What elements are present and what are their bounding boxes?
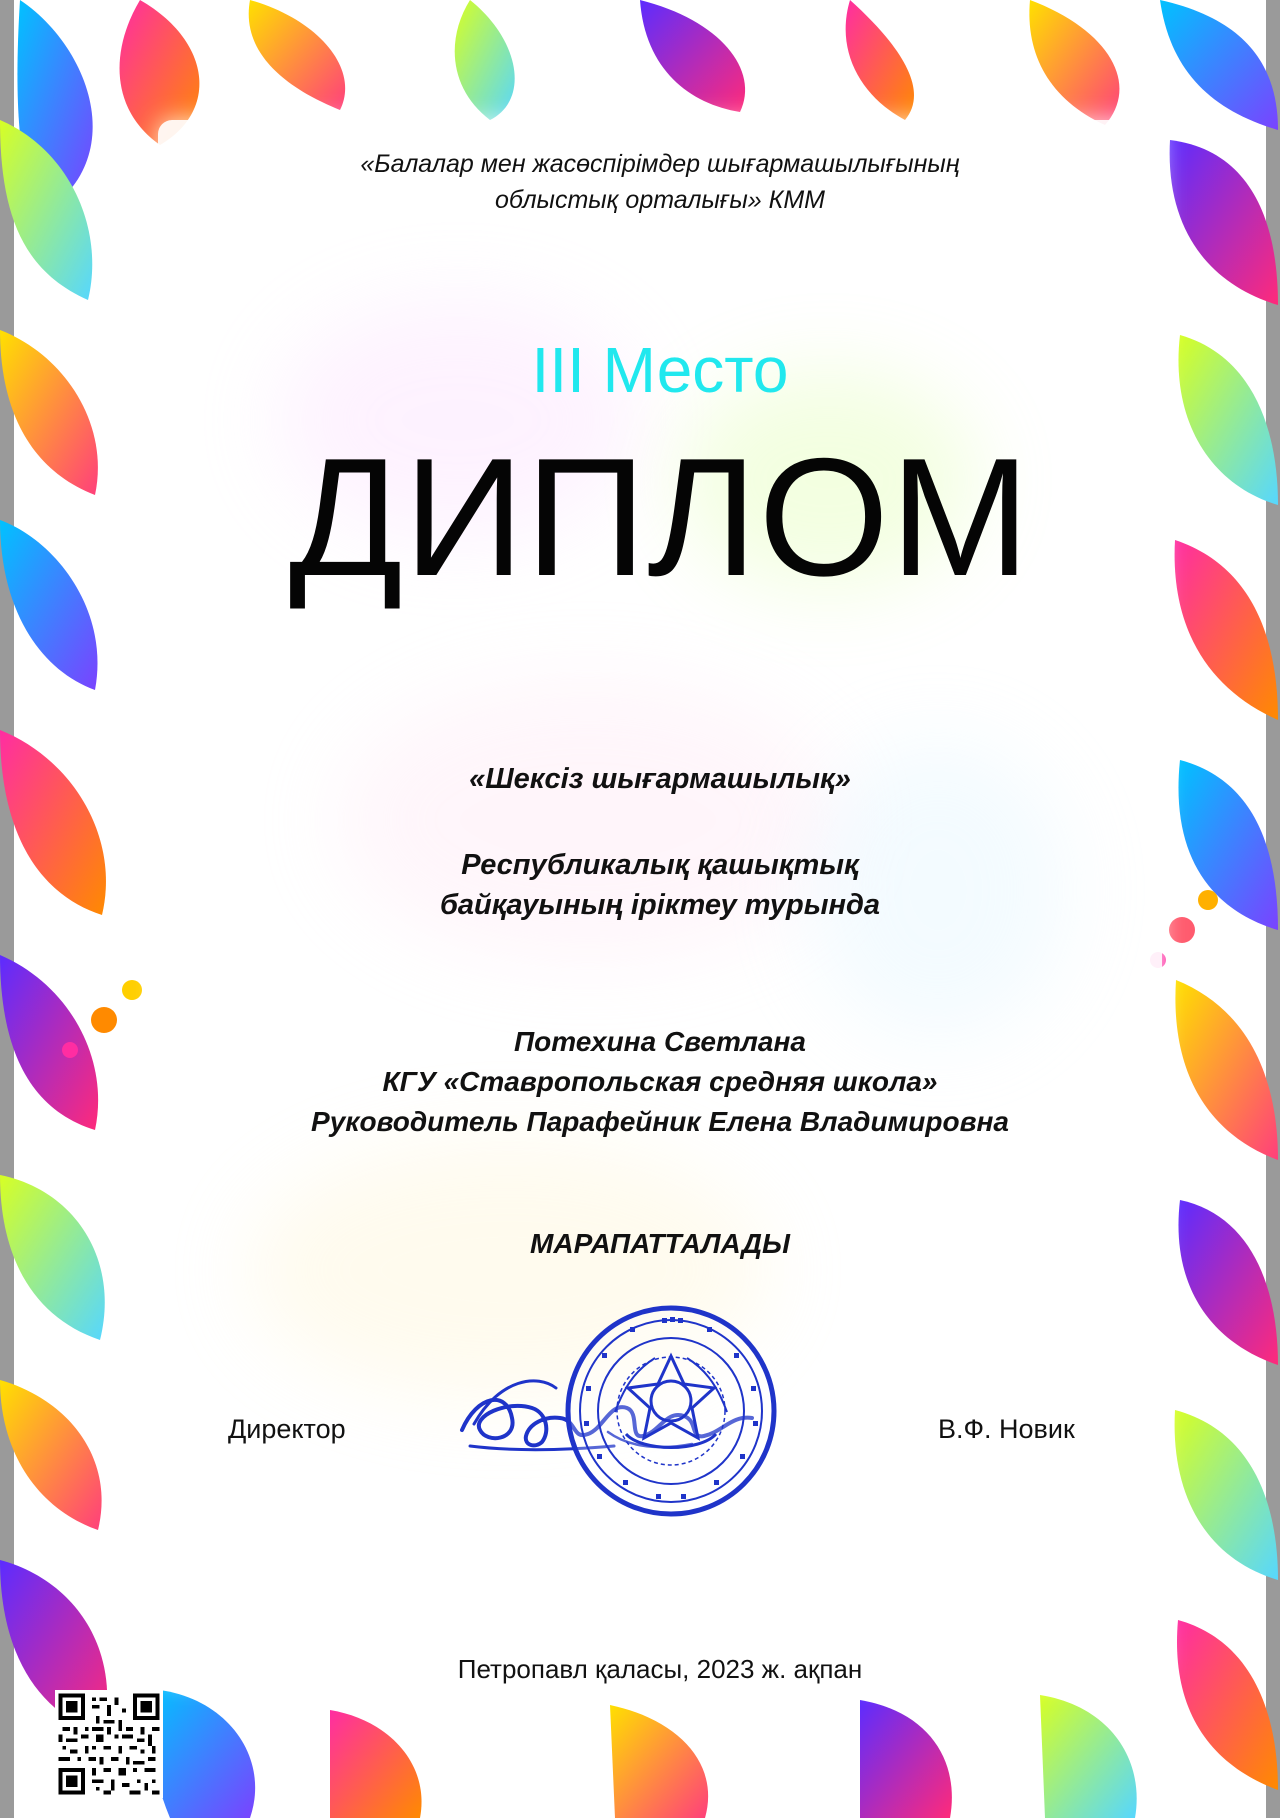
contest-stage bbox=[158, 845, 1162, 925]
signer-name: В.Ф. Новик bbox=[938, 1414, 1075, 1444]
contest-stage-line-1: Республикалық қашықтық bbox=[461, 849, 859, 881]
awarded-label: МАРАПАТТАЛАДЫ bbox=[530, 1228, 790, 1259]
organization-heading bbox=[158, 146, 1162, 218]
winner-block bbox=[158, 1022, 1162, 1142]
diploma-title: ДИПЛОМ bbox=[288, 423, 1032, 611]
official-seal-icon bbox=[560, 1300, 782, 1522]
issue-place-date: Петропавл қаласы, 2023 ж. ақпан bbox=[457, 1654, 863, 1684]
organization-line-1: «Балалар мен жасөспірімдер шығармашылығының bbox=[360, 150, 960, 178]
organization-line-2: облыстық орталығы» КММ bbox=[495, 186, 825, 214]
winner-name: Потехина Светлана bbox=[514, 1026, 806, 1057]
contest-name: «Шексіз шығармашылық» bbox=[469, 763, 851, 795]
winner-school: КГУ «Ставропольская средняя школа» bbox=[382, 1066, 938, 1097]
signer-role: Директор bbox=[228, 1414, 346, 1444]
place-label: III Место bbox=[531, 334, 789, 406]
contest-stage-line-2: байқауының іріктеу турында bbox=[439, 889, 881, 921]
qr-code-icon bbox=[55, 1690, 163, 1798]
supervisor-name: Руководитель Парафейник Елена Владимировна bbox=[311, 1106, 1009, 1137]
